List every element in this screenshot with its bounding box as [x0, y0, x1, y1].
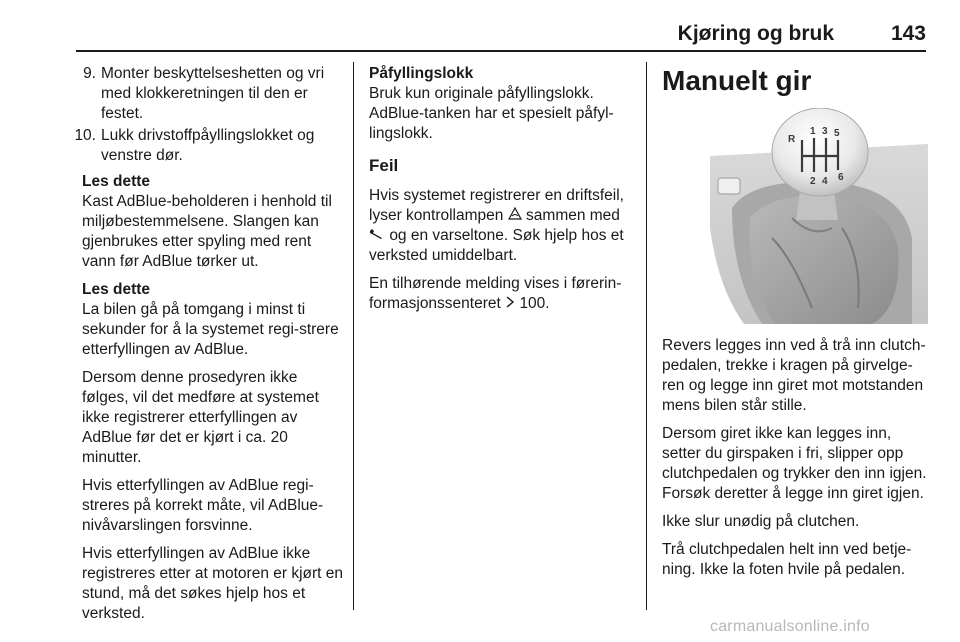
page-reference[interactable]: 100. — [519, 295, 550, 313]
section-title: Manuelt gir — [662, 65, 812, 96]
paragraph: Revers legges inn ved å trå inn clutch-pedalen, trekke i kragen på girvelge-ren og legge inn giret mot motstanden mens bilen står stille. — [662, 337, 926, 414]
list-number: 10. — [74, 127, 96, 144]
note-text: Kast AdBlue-beholderen i henhold til miljøbestemmelsene. Slangen kan gjenbrukes etter spyling med rent vann før AdBlue tørker ut. — [82, 193, 332, 270]
column-divider — [353, 62, 354, 610]
paragraph: Dersom denne prosedyren ikke følges, vil det medføre at systemet ikke registrerer etterfyllingen av AdBlue før det er kjørt i ca. 20 minutter. — [82, 369, 319, 466]
note-block — [76, 172, 348, 624]
note-title: Les dette — [82, 281, 151, 298]
warning-lamp-icon — [508, 206, 522, 226]
gear-label: 3 — [822, 126, 828, 137]
page-header — [76, 22, 926, 50]
gear-label: R — [788, 134, 796, 145]
paragraph: Ikke slur unødig på clutchen. — [662, 513, 860, 530]
column-right — [662, 64, 928, 588]
list-text: Monter beskyttelseshetten og vri med klokkeretningen til den er festet. — [101, 65, 325, 122]
page-number: 143 — [890, 22, 926, 45]
text-span: En tilhørende melding vises i førerin-formasjonssenteret — [369, 275, 622, 313]
paragraph: Trå clutchpedalen helt inn ved betje-ning. Ikke la foten hvile på pedalen. — [662, 541, 912, 578]
list-item — [76, 64, 348, 124]
paragraph: Dersom giret ikke kan legges inn, setter du girspaken i fri, slipper opp clutchpedalen og trykker den inn igjen. Forsøk deretter å legge inn giret igjen. — [662, 425, 927, 502]
subsection-heading: Feil — [369, 156, 399, 175]
header-rule — [76, 50, 926, 52]
running-title: Kjøring og bruk — [677, 22, 834, 45]
text-span: og en varseltone. Søk hjelp hos et verksted umiddelbart. — [369, 227, 624, 265]
gear-label: 4 — [822, 176, 828, 187]
list-number: 9. — [83, 65, 96, 82]
note-text: La bilen gå på tomgang i minst ti sekunder for å la systemet regi-strere etterfyllingen av AdBlue. — [82, 301, 339, 358]
list-text: Lukk drivstoffpåyllingslokket og venstre dør. — [101, 127, 315, 164]
section-heading: Påfyllingslokk — [369, 65, 474, 82]
page-ref-icon — [505, 294, 515, 314]
paragraph — [369, 186, 637, 266]
column-left — [76, 64, 348, 632]
text-span: sammen med — [526, 207, 620, 225]
paragraph-line: AdBlue-tanken har et spesielt påfyl-lingslokk. — [369, 105, 614, 142]
section-body — [662, 336, 928, 580]
paragraph — [369, 84, 637, 144]
paragraph: Hvis etterfyllingen av AdBlue regi-streres på korrekt måte, vil AdBlue-nivåvarslingen forsvinne. — [82, 477, 324, 534]
paragraph-line: Bruk kun originale påfyllingslokk. — [369, 85, 594, 102]
gear-label: 5 — [834, 128, 840, 139]
watermark: carmanualsonline.info — [710, 618, 870, 635]
gear-label: 2 — [810, 176, 816, 187]
gear-label: 1 — [810, 126, 816, 137]
gear-label: 6 — [838, 172, 844, 183]
paragraph: Hvis etterfyllingen av AdBlue ikke registreres etter at motoren er kjørt en stund, må det søkes hjelp hos et verksted. — [82, 545, 344, 622]
text-span: Hvis systemet registrerer en driftsfeil, lyser kontrollampen — [369, 187, 624, 225]
column-middle — [369, 64, 637, 322]
paragraph — [369, 274, 637, 314]
column-divider — [646, 62, 647, 610]
list-item — [76, 126, 348, 166]
wrench-icon — [369, 226, 385, 246]
gear-shift-illustration — [662, 108, 928, 324]
note-title: Les dette — [82, 173, 151, 190]
